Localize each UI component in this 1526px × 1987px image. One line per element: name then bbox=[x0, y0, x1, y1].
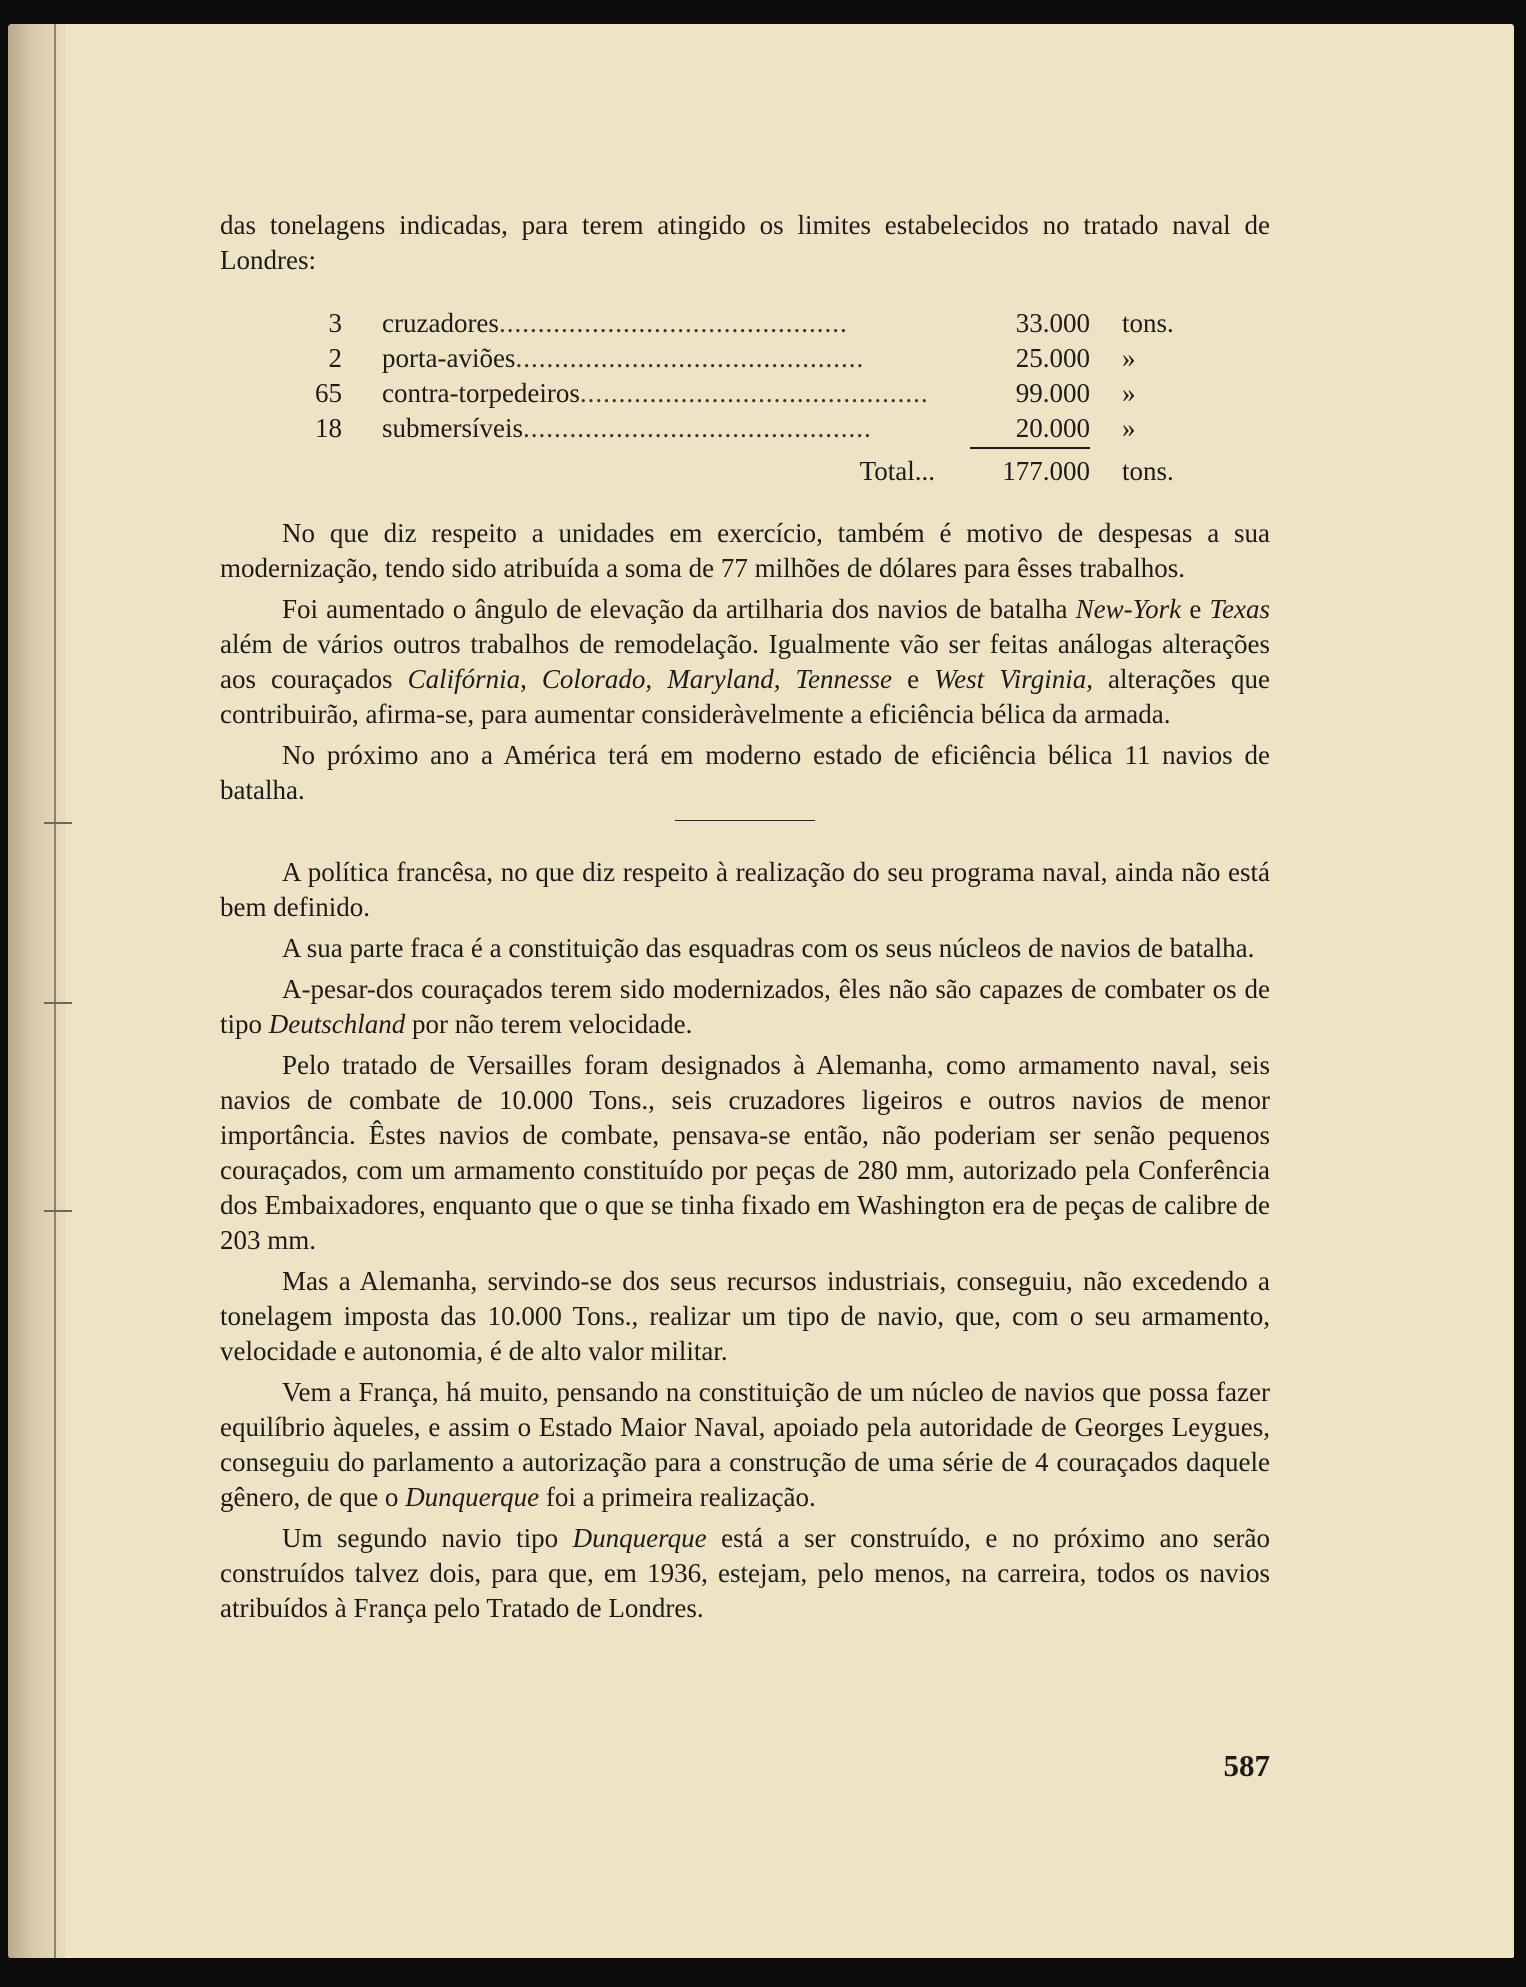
binding-spine bbox=[8, 24, 66, 1958]
paragraph: A-pesar-dos couraçados terem sido modernizados, êles não são capazes de combater os de tipo Deutschland por não terem velocidade. bbox=[220, 974, 1270, 1039]
paragraph: Pelo tratado de Versailles foram designados à Alemanha, como armamento naval, seis navios de combate de 10.000 Tons., seis cruzadores ligeiros e outros navios de menor importância. Êstes navios de combate, pensava-se então, não poderiam ser senão pequenos couraçados, com um armamento constituído por peças de 280 mm, autorizado pela Conferência dos Embaixadores, enquanto que o que se tinha fixado em Washington era de peças de calibre de 203 mm. bbox=[220, 1050, 1270, 1255]
page-body bbox=[220, 208, 1270, 1632]
paragraph: Vem a França, há muito, pensando na constituição de um núcleo de navios que possa fazer equilíbrio àqueles, e assim o Estado Maior Naval, apoiado pela autoridade de Georges Leygues, conseguiu do parlamento a autorização para a construção de uma série de 4 couraçados daquele gênero, de que o Dunquerque foi a primeira realização. bbox=[220, 1377, 1270, 1512]
section-divider bbox=[675, 820, 815, 821]
binding-fold-line bbox=[54, 24, 56, 1958]
table-row: 65 contra-torpedeiros............................................. 99.000 » bbox=[220, 378, 1270, 413]
row-unit: » bbox=[1122, 378, 1136, 408]
table-total-row bbox=[220, 448, 1270, 492]
row-item: porta-aviões bbox=[382, 343, 516, 373]
row-item: submersíveis bbox=[382, 413, 523, 443]
total-unit: tons. bbox=[1122, 456, 1174, 486]
paragraph: No próximo ano a América terá em moderno estado de eficiência bélica 11 navios de batalha. bbox=[220, 740, 1270, 805]
ship-name: Dunquerque bbox=[405, 1482, 540, 1512]
paragraph: No que diz respeito a unidades em exercício, também é motivo de despesas a sua modernização, tendo sido atribuída a soma de 77 milhões de dólares para êsses trabalhos. bbox=[220, 518, 1270, 583]
paragraph: Um segundo navio tipo Dunquerque está a ser construído, e no próximo ano serão construídos talvez dois, para que, em 1936, estejam, pelo menos, na carreira, todos os navios atribuídos à França pelo Tratado de Londres. bbox=[220, 1523, 1270, 1623]
row-item: contra-torpedeiros bbox=[382, 378, 580, 408]
row-value: 99.000 bbox=[1015, 378, 1090, 408]
ship-name: Deutschland bbox=[268, 1009, 406, 1039]
table-row: 18 submersíveis............................................. 20.000 » bbox=[220, 413, 1270, 448]
total-value: 177.000 bbox=[1002, 456, 1090, 486]
paragraph: Mas a Alemanha, servindo-se dos seus recursos industriais, conseguiu, não excedendo a tonelagem imposta das 10.000 Tons., realizar um tipo de navio, que, com o seu armamento, velocidade e autonomia, é de alto valor militar. bbox=[220, 1266, 1270, 1366]
table-row: 3 cruzadores............................................. 33.000 tons. bbox=[220, 308, 1270, 343]
row-value: 33.000 bbox=[1015, 308, 1090, 338]
paragraph: Foi aumentado o ângulo de elevação da artilharia dos navios de batalha New-York e Texas além de vários outros trabalhos de remodelação. Igualmente vão ser feitas análogas alterações aos couraçados Califórnia, Colorado, Maryland, Tennesse e West Virginia, alterações que contribuirão, afirma-se, para aumentar consideràvelmente a eficiência bélica da armada. bbox=[220, 594, 1270, 729]
ship-name: Califórnia, Colorado, Maryland, Tennesse bbox=[407, 664, 893, 694]
table-row: 2 porta-aviões............................................. 25.000 » bbox=[220, 343, 1270, 378]
ship-name: Texas bbox=[1209, 594, 1270, 624]
paragraph: A sua parte fraca é a constituição das esquadras com os seus núcleos de navios de batalha. bbox=[282, 933, 1255, 963]
row-quantity: 18 bbox=[315, 413, 342, 443]
row-quantity: 3 bbox=[328, 308, 342, 338]
row-quantity: 2 bbox=[328, 343, 342, 373]
row-unit: » bbox=[1122, 343, 1136, 373]
paragraph: A política francêsa, no que diz respeito à realização do seu programa naval, ainda não está bem definido. bbox=[220, 857, 1270, 922]
row-quantity: 65 bbox=[315, 378, 342, 408]
tonnage-table bbox=[220, 308, 1270, 492]
row-unit: » bbox=[1122, 413, 1136, 443]
ship-name: New-York bbox=[1075, 594, 1182, 624]
ship-name: West Virginia, bbox=[934, 664, 1093, 694]
page-number: 587 bbox=[1223, 1748, 1270, 1783]
intro-paragraph: das tonelagens indicadas, para terem atingido os limites estabelecidos no tratado naval de Londres: bbox=[220, 210, 1270, 275]
binding-mark bbox=[44, 822, 72, 824]
row-value: 25.000 bbox=[1015, 343, 1090, 373]
total-label: Total... bbox=[859, 456, 935, 486]
row-unit: tons. bbox=[1122, 308, 1174, 338]
binding-mark bbox=[44, 1210, 72, 1212]
binding-mark bbox=[44, 1002, 72, 1004]
row-value: 20.000 bbox=[1015, 413, 1090, 443]
ship-name: Dunquerque bbox=[572, 1523, 707, 1553]
row-item: cruzadores bbox=[382, 308, 499, 338]
